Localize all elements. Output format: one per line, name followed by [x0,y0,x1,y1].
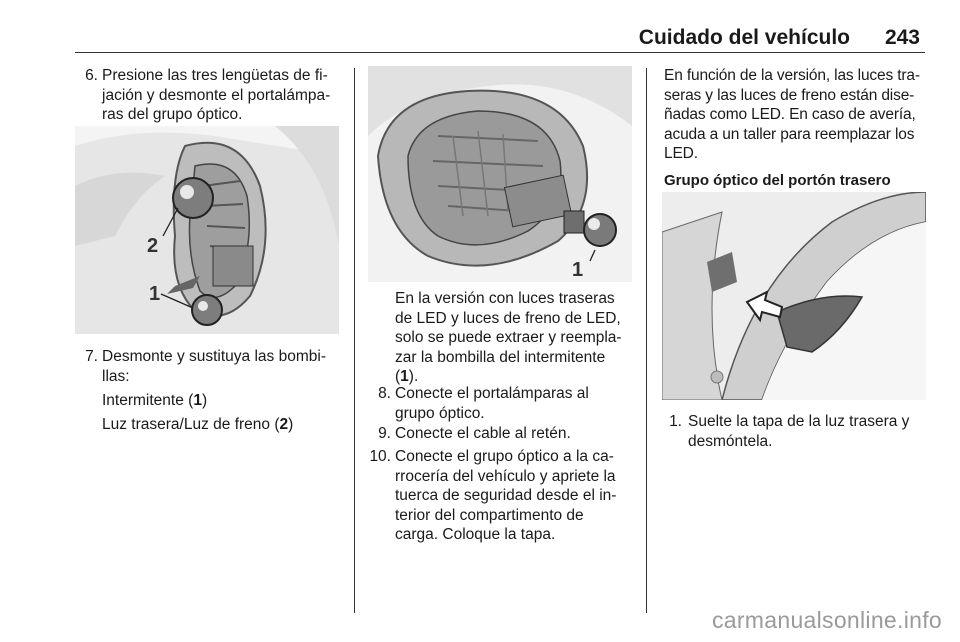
callout-label-1: 1 [572,259,584,281]
text-line: rrocería del vehículo y apriete la [395,467,616,485]
text-span: ). [408,368,419,385]
text-line: terior del compartimento de [395,506,584,524]
bulb-item-tail-brake [102,415,293,435]
step-6-text [102,66,352,125]
text-line: LED. [664,145,698,162]
text-line: Conecte el grupo óptico a la ca- [395,448,614,465]
step-6-number: 6. [85,67,98,84]
callout-label-2: 2 [147,235,159,257]
item-text: ) [288,416,294,433]
step-10-text [395,447,645,545]
text-line: En la versión con luces traseras [395,290,615,307]
text-line: solo se puede extraer y reempla- [395,329,622,346]
column-divider-1 [354,68,355,613]
led-intro-text [664,66,929,164]
text-line: tuerca de seguridad desde el in- [395,487,617,504]
text-span: ( [395,368,401,385]
text-line: jación y desmonte el portalámpa- [102,86,331,104]
step-8-text [395,384,645,423]
step-9-text [395,424,645,444]
step-9-number: 9. [378,425,391,442]
text-line: ñadas como LED. En caso de avería, [664,106,916,123]
step-7-number: 7. [85,348,98,365]
step-1-text [688,412,933,451]
text-line: Conecte el portalámparas al [395,385,589,402]
page-number: 243 [884,26,920,49]
text-line: Conecte el cable al retén. [395,425,571,442]
text-line: desmóntela. [688,432,773,450]
text-line: En función de la versión, las luces tra- [664,67,920,84]
item-ref: 2 [279,416,289,433]
text-line: Suelte la tapa de la luz trasera y [688,413,910,430]
item-text: Intermitente ( [102,392,194,409]
header-rule [75,52,925,53]
text-line: de LED y luces de freno de LED, [395,309,621,327]
text-line: seras y las luces de freno están dise- [664,86,915,104]
callout-label-1: 1 [149,283,161,305]
figure-tail-lamp-bulb-holder [75,126,339,334]
bulb-item-indicator [102,391,207,411]
item-text: ) [201,392,208,409]
text-ref: 1 [400,368,409,385]
step-7-text [102,347,352,386]
text-line: grupo óptico. [395,404,485,422]
column-divider-2 [646,68,647,613]
text-line: zar la bombilla del intermitente [395,348,606,366]
led-version-note [395,289,645,387]
text-line: acuda a un taller para reemplazar los [664,125,915,143]
step-1-number: 1. [669,413,682,430]
watermark: carmanualsonline.info [711,607,942,633]
figure-led-bulb-holder [368,66,632,282]
page-header-title: Cuidado del vehículo [638,26,850,49]
step-10-number: 10. [369,448,391,465]
item-text: Luz trasera/Luz de freno ( [102,416,280,433]
step-8-number: 8. [378,385,391,402]
text-line: llas: [102,367,130,385]
section-subheading: Grupo óptico del portón trasero [664,172,891,189]
item-ref: 1 [193,392,202,409]
text-line: carga. Coloque la tapa. [395,526,556,543]
text-line: Desmonte y sustituya las bombi- [102,348,326,365]
text-line: Presione las tres lengüetas de fi- [102,67,328,84]
text-line: ras del grupo óptico. [102,106,243,123]
figure-tailgate-cover [662,192,926,400]
